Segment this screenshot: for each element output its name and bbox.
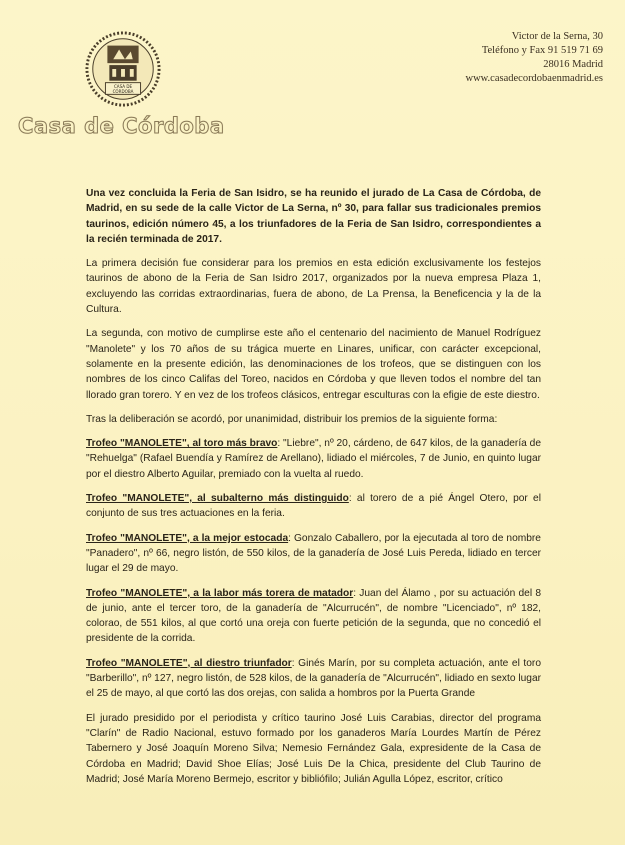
award-triunfador (86, 656, 541, 702)
award-estocada-text: : Gonzalo Caballero, por la ejecutada al toro de nombre "Panadero", nº 66, negro listón, de 550 kilos, de la ganadería de José Luis Pereda, lidiado en tercer lugar el 29 de mayo. (86, 532, 541, 575)
paragraph-jury: El jurado presidido por el periodista y crítico taurino José Luis Carabias, director del programa "Clarín" de Radio Nacional, estuvo formado por los ganaderos María Lourdes Martín de Pérez Tabernero y José Joaquín Moreno Silva; Nemesio Fernández Gala, expresidente de la Casa de Córdoba en Madrid; David Shoe Elías; José Luis De la Chica, presidente del Club Taurino de Madrid; José María Moreno Bermejo, escritor y bibliófilo; Julián Agulla López, escritor, crítico (86, 712, 541, 785)
address-block (465, 30, 603, 86)
award-estocada-title: Trofeo "MANOLETE", a la mejor estocada (86, 532, 289, 544)
award-bull-title: Trofeo "MANOLETE", al toro más bravo (86, 438, 278, 450)
award-triunfador-text: : Ginés Marín, por su completa actuación, ante el toro "Barberillo", nº 127, negro listón, de 528 kilos, de la ganadería de "Alcurrucén", lidiado en sexto lugar el 25 de mayo, al que cortó las dos orejas, con salida a hombros por la Puerta Grande (86, 657, 541, 700)
address-phone: Teléfono y Fax 91 519 71 69 (481, 45, 603, 56)
paragraph-first-decision: La primera decisión fue considerar para los premios en esta edición exclusivamente los festejos taurinos de abono de la Feria de San Isidro 2017, organizados por la nueva empresa Plaza 1, excluyendo las corridas extraordinarias, fuera de abono, de La Prensa, la Beneficencia y la de la Cultura. (86, 258, 541, 316)
award-labor-torera-title: Trofeo "MANOLETE", a la labor más torera de matador (86, 587, 354, 599)
award-labor-torera-text: : Juan del Álamo , por su actuación del 8 de junio, ante el tercer toro, de la ganadería de "Alcurrucén", de nombre "Licenciado", nº 182, colorao, de 551 kilos, al que cortó una oreja con fuerte petición de la segunda, que no concedió el presidente de la corrida. (86, 587, 541, 645)
award-subalterno-text: : al torero de a pié Ángel Otero, por el conjunto de sus tres actuaciones en la feria. (86, 493, 541, 520)
award-subalterno (86, 491, 541, 522)
paragraph-deliberation: Tras la deliberación se acordó, por unanimidad, distribuir los premios de la siguiente forma: (86, 413, 498, 425)
award-bull-text: : "Liebre", nº 20, cárdeno, de 647 kilos, de la ganadería de "Rehuelga" (Rafael Buendía y Ramírez de Arellano), lidiado el miércoles, 7 de Junio, en quinto lugar por el diestro Alberto Aguilar, premiado con la vuelta al ruedo. (86, 438, 541, 480)
address-street: Victor de la Serna, 30 (511, 31, 603, 42)
letter-body (86, 186, 541, 796)
svg-text:CASA DE: CASA DE (113, 84, 133, 90)
paragraph-second-decision: La segunda, con motivo de cumplirse este año el centenario del nacimiento de Manuel Rodríguez "Manolete" y los 70 años de su trágica muerte en Linares, unificar, con carácter excepcional, solamente en la presente edición, las denominaciones de los trofeos, que se distinguen con los nombres de los cinco Califas del Toreo, nacidos en Córdoba y que lleven todos el nombre del tan llorado gran torero. Y en vez de los trofeos clásicos, entregar esculturas con la efigie de este diestro. (86, 328, 541, 401)
website-link[interactable]: www.casadecordobaenmadrid.es (465, 73, 603, 84)
award-triunfador-title: Trofeo "MANOLETE", al diestro triunfador (86, 657, 292, 669)
casa-de-cordoba-seal-logo (84, 30, 162, 108)
award-subalterno-title: Trofeo "MANOLETE", al subalterno más distinguido (86, 493, 349, 505)
award-labor-torera (86, 586, 541, 647)
svg-text:CÓRDOBA: CÓRDOBA (112, 88, 134, 94)
award-estocada (86, 531, 541, 577)
award-bull (86, 436, 541, 482)
paragraph-intro: Una vez concluida la Feria de San Isidro, se ha reunido el jurado de La Casa de Córdoba, de Madrid, en su sede de la calle Victor de La Serna, nº 30, para fallar sus tradicionales premios taurinos, edición número 45, a los triunfadores de la Feria de San Isidro, correspondientes a la recién terminada de 2017. (86, 188, 541, 245)
organization-name-logo: Casa de Córdoba (18, 114, 225, 138)
address-city: 28016 Madrid (543, 59, 603, 70)
